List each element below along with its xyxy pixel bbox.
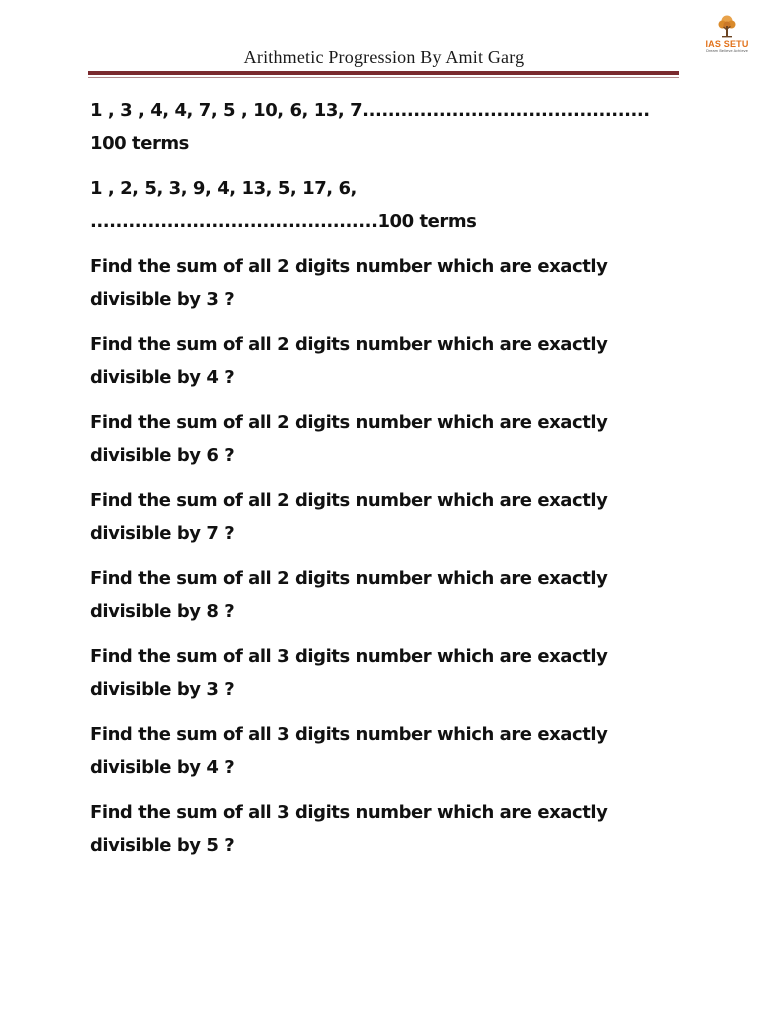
sum-question-2digit-8: Find the sum of all 2 digits number which are exactly divisible by 8 ? bbox=[90, 568, 608, 622]
sum-question-2digit-6: Find the sum of all 2 digits number which are exactly divisible by 6 ? bbox=[90, 412, 608, 466]
logo bbox=[698, 14, 756, 68]
sum-question-3digit-4: Find the sum of all 3 digits number which are exactly divisible by 4 ? bbox=[90, 724, 608, 778]
sum-question-2digit-3: Find the sum of all 2 digits number which are exactly divisible by 3 ? bbox=[90, 256, 608, 310]
sum-question-3digit-5: Find the sum of all 3 digits number which are exactly divisible by 5 ? bbox=[90, 802, 608, 856]
sequence-question-1: 1 , 3 , 4, 4, 7, 5 , 10, 6, 13, 7............................................. 100 terms bbox=[90, 100, 650, 154]
header-rule bbox=[88, 71, 679, 75]
logo-tagline: Dream Believe Achieve bbox=[706, 49, 748, 53]
header-title: Arithmetic Progression By Amit Garg bbox=[243, 47, 525, 67]
sum-question-2digit-7: Find the sum of all 2 digits number which are exactly divisible by 7 ? bbox=[90, 490, 608, 544]
header-rule-thin bbox=[88, 77, 679, 78]
sequence-question-2: 1 , 2, 5, 3, 9, 4, 13, 5, 17, 6, .............................................100 terms bbox=[90, 178, 477, 232]
sum-question-2digit-4: Find the sum of all 2 digits number which are exactly divisible by 4 ? bbox=[90, 334, 608, 388]
sum-question-3digit-3: Find the sum of all 3 digits number which are exactly divisible by 3 ? bbox=[90, 646, 608, 700]
logo-name: IAS SETU bbox=[705, 39, 749, 49]
tree-icon bbox=[715, 14, 739, 38]
page-header bbox=[0, 0, 768, 80]
question-list bbox=[90, 94, 675, 874]
